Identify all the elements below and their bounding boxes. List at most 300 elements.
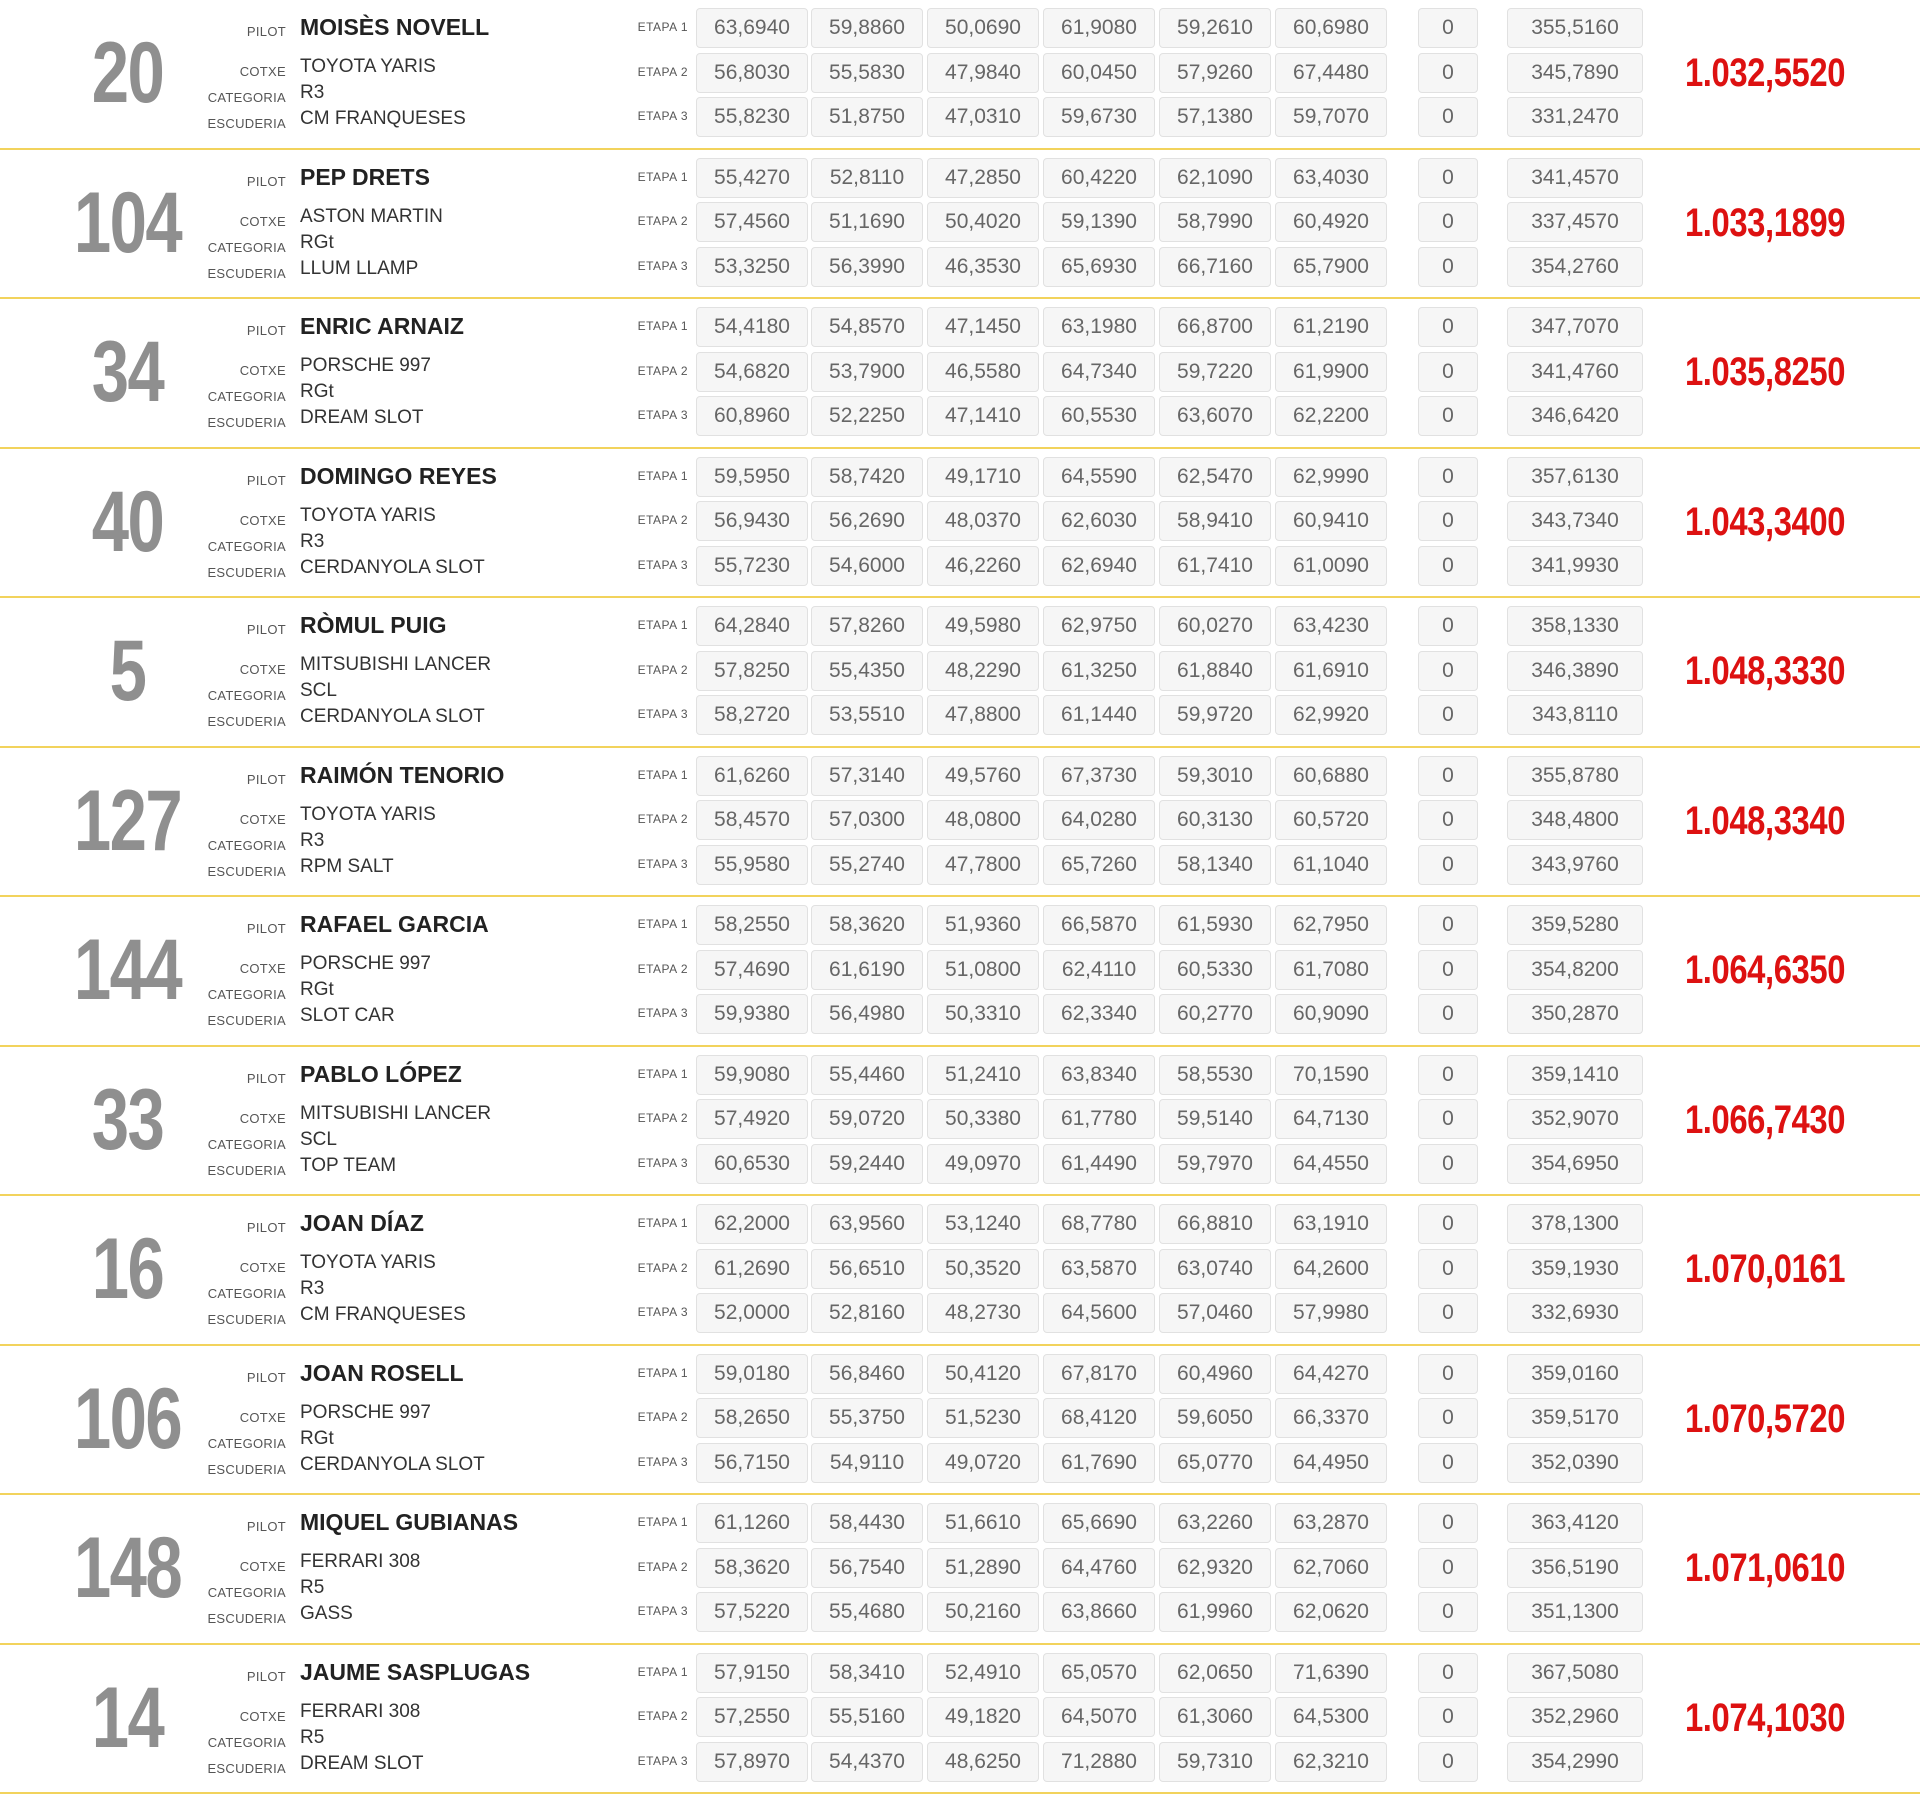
lap-time-cell: 60,9090 xyxy=(1275,994,1387,1034)
lap-time-cell: 64,4950 xyxy=(1275,1443,1387,1483)
stage-sum-cell: 343,9760 xyxy=(1507,845,1643,885)
penalty-cell: 0 xyxy=(1418,845,1478,885)
lap-time-cell: 59,3010 xyxy=(1159,756,1271,796)
stage-label: ETAPA 2 xyxy=(637,812,688,826)
lap-time-cell: 58,3620 xyxy=(696,1548,808,1588)
penalty-cell: 0 xyxy=(1418,606,1478,646)
car-number: 40 xyxy=(91,473,164,570)
stage-label: ETAPA 1 xyxy=(637,169,688,184)
lap-time-cell: 64,2600 xyxy=(1275,1249,1387,1289)
car-number: 33 xyxy=(91,1071,164,1168)
stage-label: ETAPA 2 xyxy=(637,363,688,378)
lap-time-cell: 59,5950 xyxy=(696,457,808,497)
car-model: FERRARI 308 xyxy=(300,1700,421,1722)
team: CERDANYOLA SLOT xyxy=(300,556,485,578)
pilot-label: PILOT xyxy=(246,1070,286,1086)
lap-time-cell: 64,5070 xyxy=(1043,1697,1155,1737)
total-time: 1.066,7430 xyxy=(1684,1097,1846,1142)
category: R5 xyxy=(300,1577,325,1598)
stage-label: ETAPA 2 xyxy=(637,961,688,976)
lap-time-cell: 62,0650 xyxy=(1159,1653,1271,1693)
total-time: 1.070,5720 xyxy=(1684,1396,1846,1441)
total-time: 1.048,3330 xyxy=(1684,649,1846,693)
lap-time-cell: 47,2850 xyxy=(927,158,1039,198)
lap-time-cell: 60,6980 xyxy=(1275,8,1387,48)
lap-time-cell: 48,0800 xyxy=(927,800,1039,840)
lap-time-cell: 61,3060 xyxy=(1159,1697,1271,1737)
penalty-cell: 0 xyxy=(1418,1742,1478,1782)
pilot-label: PILOT xyxy=(246,921,286,936)
stage-sum-cell: 346,6420 xyxy=(1507,396,1643,436)
lap-time-cell: 50,0690 xyxy=(927,8,1039,48)
lap-time-cell: 57,4920 xyxy=(696,1099,808,1139)
lap-time-cell: 62,9920 xyxy=(1275,695,1387,735)
lap-time-cell: 63,1910 xyxy=(1275,1204,1387,1244)
lap-time-cell: 48,6250 xyxy=(927,1742,1039,1782)
lap-time-cell: 59,5140 xyxy=(1159,1099,1271,1139)
stage-sum-cell: 352,2960 xyxy=(1507,1697,1643,1737)
car-number: 106 xyxy=(73,1370,182,1467)
lap-time-cell: 58,4430 xyxy=(811,1503,923,1543)
penalty-cell: 0 xyxy=(1418,1443,1478,1483)
stage-label: ETAPA 3 xyxy=(637,707,688,721)
lap-time-cell: 61,1040 xyxy=(1275,845,1387,885)
lap-time-cell: 52,8160 xyxy=(811,1293,923,1333)
lap-time-cell: 55,5830 xyxy=(811,53,923,93)
lap-time-cell: 60,2770 xyxy=(1159,994,1271,1034)
penalty-cell: 0 xyxy=(1418,396,1478,436)
pilot-name: DOMINGO REYES xyxy=(300,462,497,489)
lap-time-cell: 59,8860 xyxy=(811,8,923,48)
lap-time-cell: 50,4120 xyxy=(927,1354,1039,1394)
lap-time-cell: 59,6730 xyxy=(1043,97,1155,137)
lap-time-cell: 53,1240 xyxy=(927,1204,1039,1244)
penalty-cell: 0 xyxy=(1418,457,1478,497)
lap-time-cell: 61,6910 xyxy=(1275,651,1387,691)
stage-label: ETAPA 3 xyxy=(637,258,688,273)
pilot-label: PILOT xyxy=(246,622,286,637)
stage-sum-cell: 359,1930 xyxy=(1507,1249,1643,1289)
stage-label: ETAPA 3 xyxy=(637,1305,688,1319)
cotxe-label: COTXE xyxy=(239,1110,286,1126)
lap-time-cell: 55,4270 xyxy=(696,158,808,198)
cotxe-label: COTXE xyxy=(239,1409,286,1425)
category: R3 xyxy=(300,530,325,552)
car-model: TOYOTA YARIS xyxy=(300,56,436,77)
lap-time-cell: 57,1380 xyxy=(1159,97,1271,137)
lap-time-cell: 58,2720 xyxy=(696,695,808,735)
lap-time-cell: 57,4560 xyxy=(696,202,808,242)
penalty-cell: 0 xyxy=(1418,8,1478,48)
lap-time-cell: 51,1690 xyxy=(811,202,923,242)
penalty-cell: 0 xyxy=(1418,1548,1478,1588)
stage-label: ETAPA 1 xyxy=(637,20,688,34)
categoria-label: CATEGORIA xyxy=(207,688,286,703)
escuderia-label: ESCUDERIA xyxy=(207,1461,286,1477)
penalty-cell: 0 xyxy=(1418,53,1478,93)
stage-sum-cell: 359,5280 xyxy=(1507,905,1643,945)
lap-time-cell: 59,7970 xyxy=(1159,1144,1271,1184)
penalty-cell: 0 xyxy=(1418,1055,1478,1095)
pilot-name: MOISÈS NOVELL xyxy=(300,14,490,40)
lap-time-cell: 66,3370 xyxy=(1275,1398,1387,1438)
stage-label: ETAPA 2 xyxy=(637,214,688,228)
lap-time-cell: 61,5930 xyxy=(1159,905,1271,945)
lap-time-cell: 55,7230 xyxy=(696,546,808,586)
lap-time-cell: 56,8460 xyxy=(811,1354,923,1394)
escuderia-label: ESCUDERIA xyxy=(207,564,286,580)
stage-label: ETAPA 1 xyxy=(637,1365,688,1380)
lap-time-cell: 56,6510 xyxy=(811,1249,923,1289)
stage-sum-cell: 331,2470 xyxy=(1507,97,1643,137)
lap-time-cell: 64,4550 xyxy=(1275,1144,1387,1184)
lap-time-cell: 49,1820 xyxy=(927,1697,1039,1737)
categoria-label: CATEGORIA xyxy=(207,1585,286,1600)
lap-time-cell: 59,7310 xyxy=(1159,1742,1271,1782)
lap-time-cell: 61,6190 xyxy=(811,950,923,990)
lap-time-cell: 64,5600 xyxy=(1043,1293,1155,1333)
penalty-cell: 0 xyxy=(1418,651,1478,691)
lap-time-cell: 64,4270 xyxy=(1275,1354,1387,1394)
stage-sum-cell: 343,7340 xyxy=(1507,501,1643,541)
lap-time-cell: 68,4120 xyxy=(1043,1398,1155,1438)
lap-time-cell: 57,4690 xyxy=(696,950,808,990)
stage-sum-cell: 351,1300 xyxy=(1507,1592,1643,1632)
lap-time-cell: 60,4220 xyxy=(1043,158,1155,198)
stage-sum-cell: 359,1410 xyxy=(1507,1055,1643,1095)
lap-time-cell: 50,3520 xyxy=(927,1249,1039,1289)
car-number: 5 xyxy=(109,623,146,719)
stage-sum-cell: 343,8110 xyxy=(1507,695,1643,735)
team: SLOT CAR xyxy=(300,1005,395,1026)
lap-time-cell: 57,8250 xyxy=(696,651,808,691)
car-model: PORSCHE 997 xyxy=(300,953,431,974)
lap-time-cell: 66,5870 xyxy=(1043,905,1155,945)
lap-time-cell: 59,9080 xyxy=(696,1055,808,1095)
lap-time-cell: 60,4960 xyxy=(1159,1354,1271,1394)
result-entry xyxy=(0,1196,1920,1346)
stage-sum-cell: 352,9070 xyxy=(1507,1099,1643,1139)
stage-label: ETAPA 2 xyxy=(637,1559,688,1574)
lap-time-cell: 49,0720 xyxy=(927,1443,1039,1483)
car-model: MITSUBISHI LANCER xyxy=(300,654,492,675)
pilot-name: RAIMÓN TENORIO xyxy=(300,761,505,788)
escuderia-label: ESCUDERIA xyxy=(207,1162,286,1178)
lap-time-cell: 46,3530 xyxy=(927,247,1039,287)
team: CM FRANQUESES xyxy=(300,108,466,129)
car-model: PORSCHE 997 xyxy=(300,355,431,376)
lap-time-cell: 54,6820 xyxy=(696,352,808,392)
lap-time-cell: 54,9110 xyxy=(811,1443,923,1483)
lap-time-cell: 62,1090 xyxy=(1159,158,1271,198)
escuderia-label: ESCUDERIA xyxy=(207,1013,286,1028)
category: RGt xyxy=(300,1427,334,1449)
lap-time-cell: 57,8970 xyxy=(696,1742,808,1782)
pilot-label: PILOT xyxy=(246,24,286,39)
stage-sum-cell: 367,5080 xyxy=(1507,1653,1643,1693)
lap-time-cell: 59,6050 xyxy=(1159,1398,1271,1438)
lap-time-cell: 55,3750 xyxy=(811,1398,923,1438)
lap-time-cell: 64,4760 xyxy=(1043,1548,1155,1588)
penalty-cell: 0 xyxy=(1418,695,1478,735)
lap-time-cell: 62,3210 xyxy=(1275,1742,1387,1782)
lap-time-cell: 55,4460 xyxy=(811,1055,923,1095)
team: DREAM SLOT xyxy=(300,407,424,428)
lap-time-cell: 58,4570 xyxy=(696,800,808,840)
lap-time-cell: 59,9380 xyxy=(696,994,808,1034)
lap-time-cell: 54,6000 xyxy=(811,546,923,586)
categoria-label: CATEGORIA xyxy=(207,987,286,1002)
lap-time-cell: 65,0570 xyxy=(1043,1653,1155,1693)
lap-time-cell: 57,9150 xyxy=(696,1653,808,1693)
result-entry xyxy=(0,1346,1920,1496)
escuderia-label: ESCUDERIA xyxy=(207,1312,286,1327)
lap-time-cell: 61,6260 xyxy=(696,756,808,796)
lap-time-cell: 60,3130 xyxy=(1159,800,1271,840)
pilot-name: RÒMUL PUIG xyxy=(300,612,447,638)
lap-time-cell: 51,6610 xyxy=(927,1503,1039,1543)
lap-time-cell: 62,6030 xyxy=(1043,501,1155,541)
pilot-name: RAFAEL GARCIA xyxy=(300,911,489,937)
stage-sum-cell: 348,4800 xyxy=(1507,800,1643,840)
stage-sum-cell: 341,9930 xyxy=(1507,546,1643,586)
team: GASS xyxy=(300,1603,353,1624)
lap-time-cell: 62,7950 xyxy=(1275,905,1387,945)
penalty-cell: 0 xyxy=(1418,994,1478,1034)
total-time: 1.035,8250 xyxy=(1684,350,1846,394)
penalty-cell: 0 xyxy=(1418,1592,1478,1632)
team: CM FRANQUESES xyxy=(300,1304,466,1325)
penalty-cell: 0 xyxy=(1418,1398,1478,1438)
lap-time-cell: 60,5720 xyxy=(1275,800,1387,840)
lap-time-cell: 64,7130 xyxy=(1275,1099,1387,1139)
lap-time-cell: 60,0270 xyxy=(1159,606,1271,646)
lap-time-cell: 53,5510 xyxy=(811,695,923,735)
lap-time-cell: 64,0280 xyxy=(1043,800,1155,840)
penalty-cell: 0 xyxy=(1418,950,1478,990)
team: TOP TEAM xyxy=(300,1154,397,1176)
lap-time-cell: 62,3340 xyxy=(1043,994,1155,1034)
stage-sum-cell: 378,1300 xyxy=(1507,1204,1643,1244)
categoria-label: CATEGORIA xyxy=(207,538,286,554)
penalty-cell: 0 xyxy=(1418,202,1478,242)
team: RPM SALT xyxy=(300,855,394,877)
cotxe-label: COTXE xyxy=(239,961,286,976)
stage-sum-cell: 350,2870 xyxy=(1507,994,1643,1034)
penalty-cell: 0 xyxy=(1418,1293,1478,1333)
category: R3 xyxy=(300,82,325,103)
lap-time-cell: 51,2410 xyxy=(927,1055,1039,1095)
lap-time-cell: 65,6690 xyxy=(1043,1503,1155,1543)
escuderia-label: ESCUDERIA xyxy=(207,1760,286,1776)
lap-time-cell: 51,9360 xyxy=(927,905,1039,945)
result-entry xyxy=(0,449,1920,599)
lap-time-cell: 47,8800 xyxy=(927,695,1039,735)
stage-label: ETAPA 1 xyxy=(637,319,688,333)
escuderia-label: ESCUDERIA xyxy=(207,116,286,131)
lap-time-cell: 58,1340 xyxy=(1159,845,1271,885)
lap-time-cell: 61,7780 xyxy=(1043,1099,1155,1139)
lap-time-cell: 56,2690 xyxy=(811,501,923,541)
cotxe-label: COTXE xyxy=(239,811,286,827)
lap-time-cell: 62,0620 xyxy=(1275,1592,1387,1632)
pilot-name: JAUME SASPLUGAS xyxy=(300,1658,531,1685)
lap-time-cell: 52,0000 xyxy=(696,1293,808,1333)
lap-time-cell: 57,0300 xyxy=(811,800,923,840)
lap-time-cell: 49,1710 xyxy=(927,457,1039,497)
lap-time-cell: 60,4920 xyxy=(1275,202,1387,242)
lap-time-cell: 61,2190 xyxy=(1275,307,1387,347)
lap-time-cell: 59,7220 xyxy=(1159,352,1271,392)
lap-time-cell: 62,6940 xyxy=(1043,546,1155,586)
lap-time-cell: 58,3410 xyxy=(811,1653,923,1693)
total-time: 1.048,3340 xyxy=(1684,798,1846,843)
stage-sum-cell: 354,6950 xyxy=(1507,1144,1643,1184)
categoria-label: CATEGORIA xyxy=(207,90,286,105)
lap-time-cell: 48,2730 xyxy=(927,1293,1039,1333)
pilot-name: ENRIC ARNAIZ xyxy=(300,313,464,339)
lap-time-cell: 47,9840 xyxy=(927,53,1039,93)
stage-sum-cell: 354,8200 xyxy=(1507,950,1643,990)
lap-time-cell: 60,5530 xyxy=(1043,396,1155,436)
stage-label: ETAPA 3 xyxy=(637,1454,688,1469)
total-time: 1.070,0161 xyxy=(1684,1247,1846,1291)
stage-label: ETAPA 2 xyxy=(637,64,688,79)
lap-time-cell: 63,4030 xyxy=(1275,158,1387,198)
penalty-cell: 0 xyxy=(1418,1503,1478,1543)
escuderia-label: ESCUDERIA xyxy=(207,415,286,430)
lap-time-cell: 59,0720 xyxy=(811,1099,923,1139)
cotxe-label: COTXE xyxy=(239,363,286,378)
lap-time-cell: 66,8700 xyxy=(1159,307,1271,347)
lap-time-cell: 60,8960 xyxy=(696,396,808,436)
lap-time-cell: 63,2870 xyxy=(1275,1503,1387,1543)
car-model: ASTON MARTIN xyxy=(300,205,443,227)
stage-label: ETAPA 1 xyxy=(637,1216,688,1230)
stage-label: ETAPA 3 xyxy=(637,1753,688,1768)
lap-time-cell: 51,5230 xyxy=(927,1398,1039,1438)
stage-label: ETAPA 2 xyxy=(637,662,688,677)
lap-time-cell: 61,9960 xyxy=(1159,1592,1271,1632)
stage-sum-cell: 354,2990 xyxy=(1507,1742,1643,1782)
lap-time-cell: 55,5160 xyxy=(811,1697,923,1737)
stage-label: ETAPA 2 xyxy=(637,1111,688,1125)
stage-sum-cell: 355,5160 xyxy=(1507,8,1643,48)
lap-time-cell: 47,1410 xyxy=(927,396,1039,436)
stage-sum-cell: 341,4760 xyxy=(1507,352,1643,392)
lap-time-cell: 61,4490 xyxy=(1043,1144,1155,1184)
stage-label: ETAPA 1 xyxy=(637,618,688,632)
result-entry xyxy=(0,150,1920,300)
lap-time-cell: 58,9410 xyxy=(1159,501,1271,541)
stage-sum-cell: 347,7070 xyxy=(1507,307,1643,347)
lap-time-cell: 47,1450 xyxy=(927,307,1039,347)
cotxe-label: COTXE xyxy=(239,213,286,229)
stage-label: ETAPA 3 xyxy=(637,1604,688,1618)
total-time: 1.043,3400 xyxy=(1684,499,1846,544)
lap-time-cell: 56,7150 xyxy=(696,1443,808,1483)
pilot-name: PEP DRETS xyxy=(300,163,430,190)
stage-label: ETAPA 1 xyxy=(637,1066,688,1081)
car-number: 14 xyxy=(91,1669,164,1766)
categoria-label: CATEGORIA xyxy=(207,1286,286,1301)
lap-time-cell: 52,2250 xyxy=(811,396,923,436)
pilot-label: PILOT xyxy=(246,1369,286,1385)
lap-time-cell: 61,9900 xyxy=(1275,352,1387,392)
penalty-cell: 0 xyxy=(1418,1099,1478,1139)
result-entry xyxy=(0,598,1920,748)
stage-label: ETAPA 3 xyxy=(637,1155,688,1170)
lap-time-cell: 51,8750 xyxy=(811,97,923,137)
escuderia-label: ESCUDERIA xyxy=(207,265,286,281)
stage-label: ETAPA 1 xyxy=(637,1515,688,1529)
lap-time-cell: 62,9750 xyxy=(1043,606,1155,646)
total-time: 1.074,1030 xyxy=(1684,1695,1846,1740)
stage-sum-cell: 359,0160 xyxy=(1507,1354,1643,1394)
stage-sum-cell: 352,0390 xyxy=(1507,1443,1643,1483)
pilot-label: PILOT xyxy=(246,472,286,488)
categoria-label: CATEGORIA xyxy=(207,389,286,404)
lap-time-cell: 61,7690 xyxy=(1043,1443,1155,1483)
lap-time-cell: 58,2650 xyxy=(696,1398,808,1438)
lap-time-cell: 57,0460 xyxy=(1159,1293,1271,1333)
lap-time-cell: 62,2200 xyxy=(1275,396,1387,436)
lap-time-cell: 56,7540 xyxy=(811,1548,923,1588)
escuderia-label: ESCUDERIA xyxy=(207,1611,286,1626)
stage-label: ETAPA 3 xyxy=(637,109,688,123)
categoria-label: CATEGORIA xyxy=(207,1435,286,1451)
stage-sum-cell: 356,5190 xyxy=(1507,1548,1643,1588)
lap-time-cell: 55,8230 xyxy=(696,97,808,137)
penalty-cell: 0 xyxy=(1418,1653,1478,1693)
lap-time-cell: 56,8030 xyxy=(696,53,808,93)
lap-time-cell: 61,7410 xyxy=(1159,546,1271,586)
lap-time-cell: 47,0310 xyxy=(927,97,1039,137)
lap-time-cell: 57,8260 xyxy=(811,606,923,646)
pilot-label: PILOT xyxy=(246,173,286,189)
penalty-cell: 0 xyxy=(1418,756,1478,796)
lap-time-cell: 63,6940 xyxy=(696,8,808,48)
stage-label: ETAPA 1 xyxy=(637,468,688,483)
lap-time-cell: 50,3310 xyxy=(927,994,1039,1034)
lap-time-cell: 49,5760 xyxy=(927,756,1039,796)
penalty-cell: 0 xyxy=(1418,501,1478,541)
lap-time-cell: 55,4680 xyxy=(811,1592,923,1632)
pilot-label: PILOT xyxy=(246,1519,286,1534)
pilot-name: PABLO LÓPEZ xyxy=(300,1060,462,1087)
category: R3 xyxy=(300,1278,325,1299)
lap-time-cell: 59,2610 xyxy=(1159,8,1271,48)
lap-time-cell: 54,4370 xyxy=(811,1742,923,1782)
lap-time-cell: 63,5870 xyxy=(1043,1249,1155,1289)
lap-time-cell: 46,2260 xyxy=(927,546,1039,586)
result-entry xyxy=(0,1047,1920,1197)
stage-label: ETAPA 3 xyxy=(637,856,688,871)
stage-sum-cell: 358,1330 xyxy=(1507,606,1643,646)
stage-label: ETAPA 2 xyxy=(637,1410,688,1424)
lap-time-cell: 57,5220 xyxy=(696,1592,808,1632)
pilot-name: JOAN ROSELL xyxy=(300,1359,464,1386)
lap-time-cell: 55,4350 xyxy=(811,651,923,691)
result-entry xyxy=(0,1645,1920,1795)
stage-sum-cell: 355,8780 xyxy=(1507,756,1643,796)
penalty-cell: 0 xyxy=(1418,800,1478,840)
category: RGt xyxy=(300,979,334,1000)
lap-time-cell: 58,3620 xyxy=(811,905,923,945)
result-entry xyxy=(0,1495,1920,1645)
lap-time-cell: 58,2550 xyxy=(696,905,808,945)
lap-time-cell: 54,8570 xyxy=(811,307,923,347)
